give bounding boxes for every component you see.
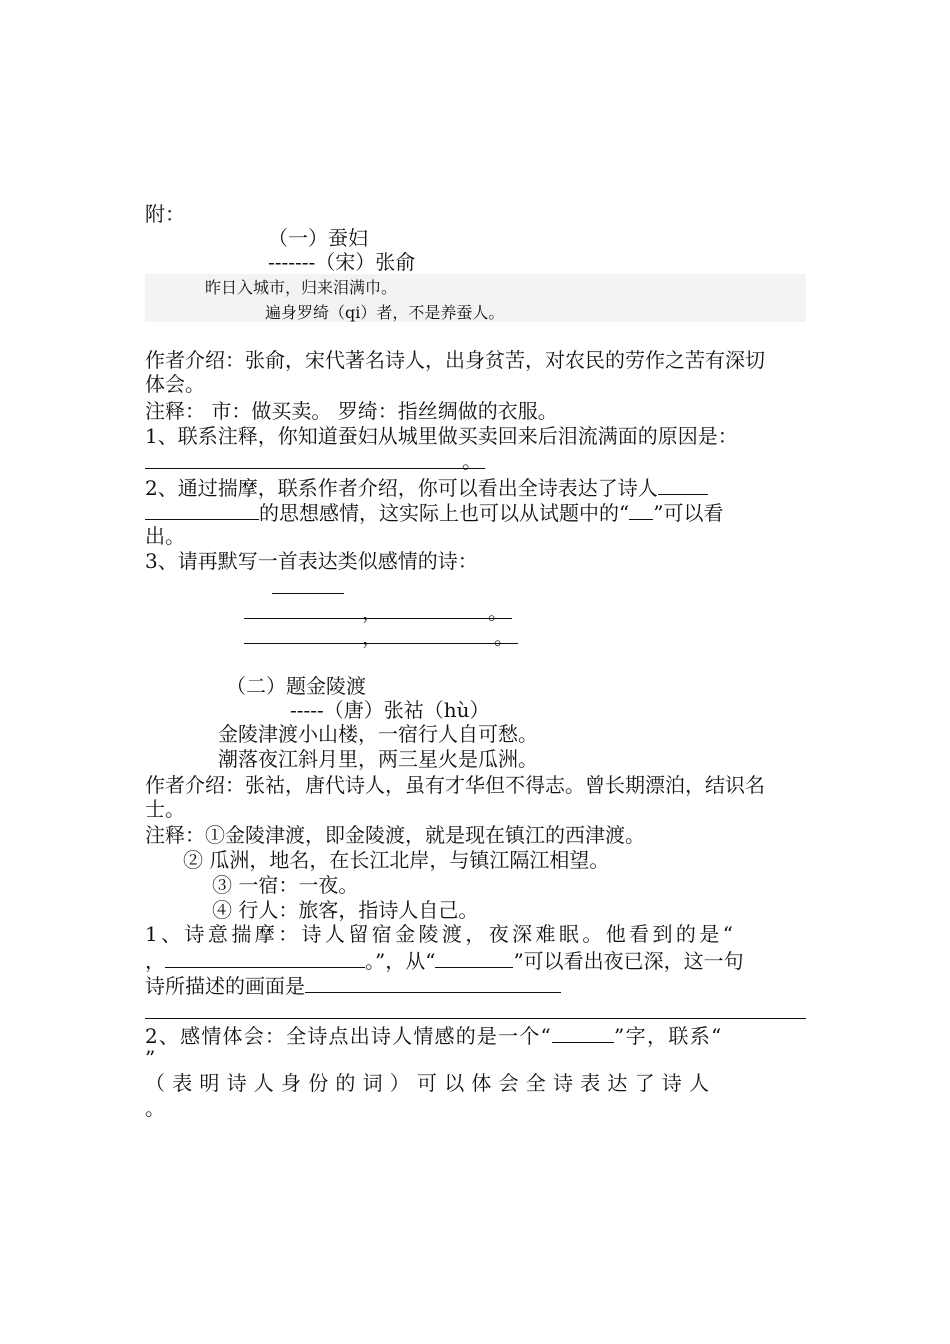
answer-blank[interactable] [552,1022,614,1043]
blank-comma: ， [362,600,382,624]
poem1-author: -------（宋）张俞 [268,250,416,274]
q1-text: 1、诗意揣摩：诗人留宿金陵渡，夜深难眠。他看到的是“ [145,922,737,946]
q2-text: ”字，联系“ [613,1024,723,1048]
q1-text: ， [145,949,165,973]
poem2-question1-a [145,922,806,946]
poem2-note3: ③ 一宿：一夜。 [212,873,359,897]
q2-text: 的思想感情，这实际上也可以从试题中的“ [259,501,630,525]
poem1-line2: 遍身罗绮（qi）者，不是养蚕人。 [265,303,505,322]
poem1-intro-a: 作者介绍：张俞，宋代著名诗人，出身贫苦，对农民的劳作之苦有深切 [145,348,765,372]
poem1-question2-c: 出。 [145,524,185,548]
poem2-note2: ② 瓜洲，地名，在长江北岸，与镇江隔江相望。 [183,848,610,872]
q1-text: ”可以看出夜已深，这一句 [513,949,744,973]
poem2-intro-a: 作者介绍：张祜，唐代诗人，虽有才华但不得志。曾长期漂泊，结识名 [145,773,765,797]
answer-blank[interactable] [658,474,708,495]
answer-blank[interactable] [145,468,485,469]
q2-text: 2、通过揣摩，联系作者介绍，你可以看出全诗表达了诗人 [145,476,658,500]
poem2-question2-a [145,1022,723,1048]
q1-text: 诗所描述的画面是 [145,974,305,998]
poem2-line1: 金陵津渡小山楼，一宿行人自可愁。 [218,722,538,746]
poem1-question2-a [145,474,708,500]
blank-period: 。 [494,625,514,649]
answer-blank[interactable] [435,947,513,968]
poem2-line2: 潮落夜江斜月里，两三星火是瓜洲。 [218,747,538,771]
poem2-question1-b [145,947,744,973]
answer-blank[interactable] [145,1018,806,1019]
poem1-question2-b [145,499,723,525]
poem1-q1-period: 。 [462,449,482,473]
poem2-question2-d: 。 [145,1096,165,1120]
poem1-notes: 注释： 市：做买卖。 罗绮：指丝绸做的衣服。 [145,399,558,423]
poem2-note4: ④ 行人：旅客，指诗人自己。 [212,898,479,922]
answer-blank[interactable] [272,593,344,594]
answer-blank[interactable] [305,972,561,993]
poem2-author: -----（唐）张祜（hù） [290,698,490,722]
appendix-label: 附： [145,202,185,226]
poem2-question1-c [145,972,561,998]
poem2-question2-b: ” [145,1046,156,1070]
poem1-line1: 昨日入城市，归来泪满巾。 [205,278,398,297]
answer-blank[interactable] [629,499,653,520]
answer-blank[interactable] [145,499,259,520]
poem2-title: （二）题金陵渡 [226,674,366,698]
poem2-intro-b: 士。 [145,797,185,821]
poem1-title: （一）蚕妇 [268,226,368,250]
poem2-question2-c: （表明诗人身份的词）可以体会全诗表达了诗人 [145,1071,717,1095]
blank-comma: ， [362,625,382,649]
q1-text: 。”，从“ [365,949,436,973]
q2-text: ”可以看 [653,501,724,525]
answer-blank[interactable] [165,947,365,968]
q2-text: 2、感情体会：全诗点出诗人情感的是一个“ [145,1024,552,1048]
poem1-question3: 3、请再默写一首表达类似感情的诗： [145,549,478,573]
poem1-question1: 1、联系注释，你知道蚕妇从城里做买卖回来后泪流满面的原因是： [145,424,738,448]
blank-period: 。 [488,600,508,624]
poem1-intro-b: 体会。 [145,372,205,396]
poem2-note1: 注释：①金陵津渡，即金陵渡，就是现在镇江的西津渡。 [145,823,645,847]
